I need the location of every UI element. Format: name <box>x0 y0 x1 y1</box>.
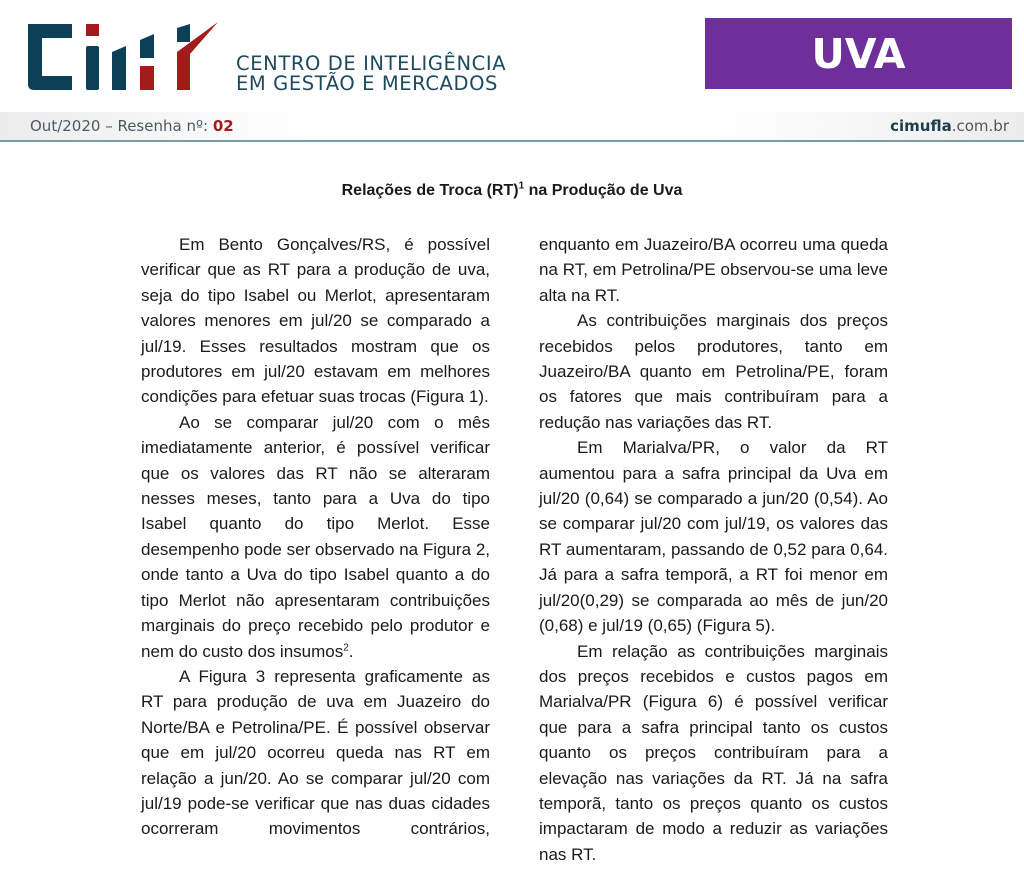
issue-info <box>30 117 234 135</box>
org-line-2: EM GESTÃO E MERCADOS <box>236 72 499 95</box>
site-link[interactable] <box>890 117 1009 135</box>
paragraph: A Figura 3 representa graficamente as RT para produção de uva em Juazeiro do Norte/BA e Petrolina/PE. É possível observar que em jul/20 ocorreu queda nas RT em relação a jun/20. Ao se comparar jul/20 com jul/19 pode-se verificar que nas duas cidades ocorreram movimentos contrários, <box>141 666 490 839</box>
paragraph: As contribuições marginais dos preços recebidos pelos produtores, tanto em Juazeiro/BA quanto em Petrolina/PE, foram os fatores que mais contribuíram para a redução nas variações das RT. <box>539 311 888 432</box>
issue-number: 02 <box>212 117 234 135</box>
product-badge: UVA <box>705 18 1012 89</box>
issue-prefix: Out/2020 – Resenha nº: <box>30 117 213 135</box>
organization-name <box>236 54 506 94</box>
title-text: Relações de Troca (RT) <box>341 182 519 199</box>
org-line-1: CENTRO DE INTELIGÊNCIA <box>236 52 507 75</box>
period: . <box>348 641 354 661</box>
title-text-end: na Produção de Uva <box>524 182 683 199</box>
paragraph: Em Bento Gonçalves/RS, é possível verificar que as RT para a produção de uva, seja do tipo Isabel ou Merlot, apresentaram valores menores em jul/20 se comparado a jul/19. Esses resultados mostram que os produtores em jul/20 estavam em melhores condições para efetuar suas trocas (Figura 1). <box>141 235 490 407</box>
paragraph-text: Ao se comparar jul/20 com o mês imediatamente anterior, é possível verificar que os valores das RT não se alteraram nesses meses, tanto para a Uva do tipo Isabel quanto do tipo Merlot. Esse desempenho pode ser observado na Figura 2, onde tanto a Uva do tipo Isabel quanto a do tipo Merlot não apresentaram contribuições marginais do preço recebido pelo produtor e nem do custo dos insumos <box>141 412 490 661</box>
footnote-ref: 2 <box>343 641 349 653</box>
paragraph <box>141 410 490 664</box>
right-column <box>539 232 888 867</box>
article-title <box>0 182 1024 200</box>
left-column <box>141 232 490 842</box>
issue-bar <box>0 112 1024 142</box>
cim-logo <box>28 22 223 92</box>
paragraph: Em relação as contribuições marginais dos preços recebidos e custos pagos em Marialva/PR (Figura 6) é possível verificar que para a safra principal tanto os custos quanto os preços contribuíram para a elevação nas variações da RT. Já na safra temporã, tanto os preços quanto os custos impactaram de modo a reduzir as variações nas RT. <box>539 641 888 864</box>
title-footnote-ref: 1 <box>518 180 525 192</box>
site-name: cimufla <box>890 117 952 135</box>
paragraph: enquanto em Juazeiro/BA ocorreu uma queda na RT, em Petrolina/PE observou-se uma leve alta na RT. <box>539 235 888 305</box>
paragraph: Em Marialva/PR, o valor da RT aumentou para a safra principal da Uva em jul/20 (0,64) se comparado a jun/20 (0,54). Ao se comparar jul/20 com jul/19, os valores das RT aumentaram, passando de 0,52 para 0,64. Já para a safra temporã, a RT foi menor em jul/20(0,29) se comparada ao mês de jun/20 (0,68) e jul/19 (0,65) (Figura 5). <box>539 438 888 636</box>
site-domain: .com.br <box>951 117 1009 135</box>
